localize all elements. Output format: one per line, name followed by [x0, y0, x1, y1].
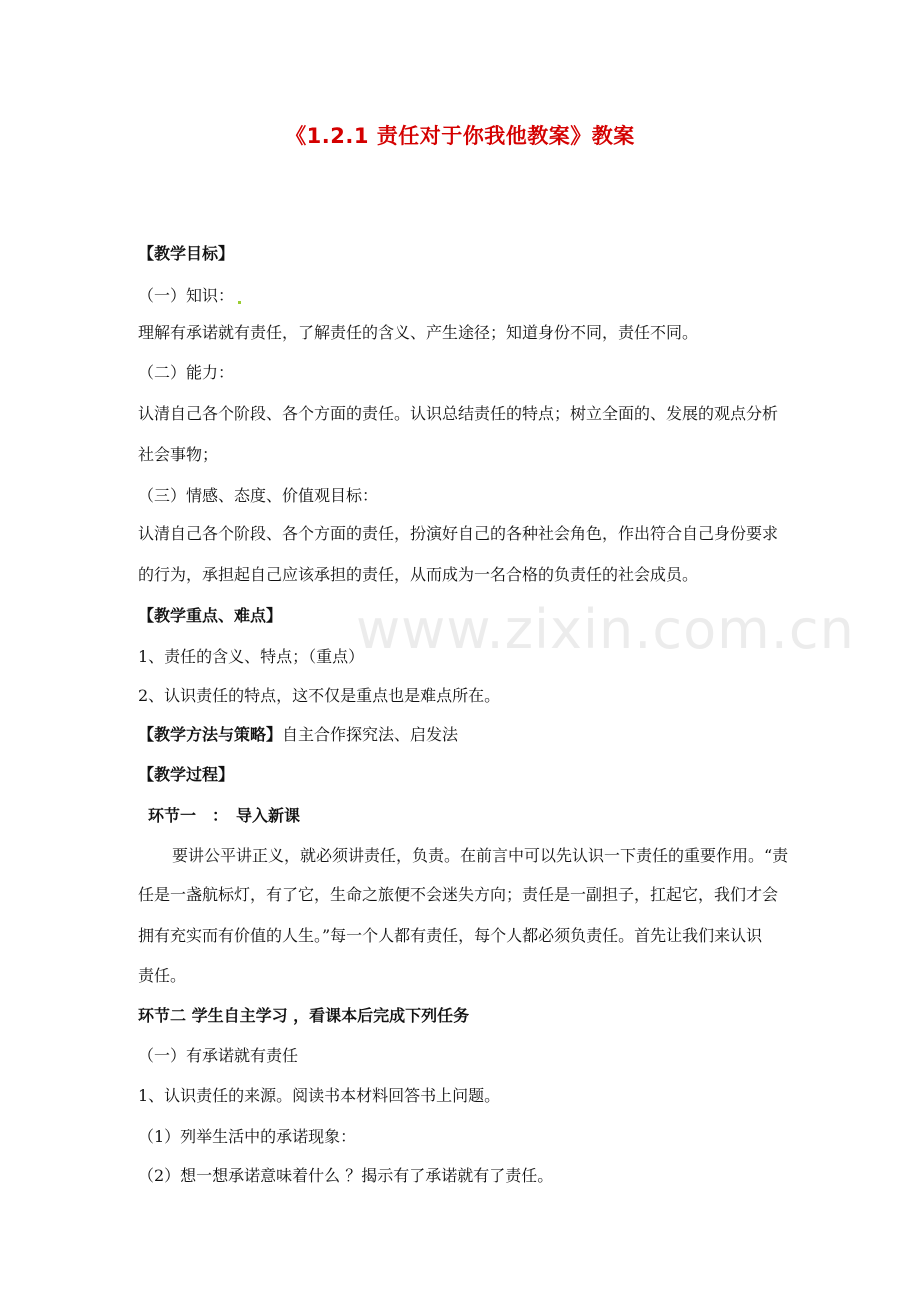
task-1: 1、认识责任的来源。阅读书本材料回答书上问题。	[138, 1086, 501, 1105]
task-1-item-1: （1）列举生活中的承诺现象：	[138, 1127, 357, 1146]
paragraph-emotion-2: 的行为，承担起自己应该承担的责任，从而成为一名合格的负责任的社会成员。	[138, 565, 699, 584]
methods-text: 自主合作探究法、启发法	[282, 725, 459, 744]
watermark: www.zixin.com.cn	[356, 598, 855, 661]
paragraph-ability-2: 社会事物；	[138, 445, 219, 464]
mark-dot	[238, 301, 241, 304]
heading-objectives: 【教学目标】	[138, 244, 235, 263]
intro-paragraph-4: 责任。	[138, 966, 187, 985]
heading-keypoints: 【教学重点、难点】	[138, 606, 283, 625]
subheading-knowledge-text: （一）知识：	[138, 286, 235, 305]
subheading-promise: （一）有承诺就有责任	[138, 1046, 299, 1065]
heading-process: 【教学过程】	[138, 765, 235, 784]
subheading-knowledge	[138, 286, 241, 306]
keypoint-1: 1、责任的含义、特点；（重点）	[138, 647, 365, 666]
subheading-ability: （二）能力：	[138, 363, 235, 382]
intro-paragraph-3: 拥有充实而有价值的人生。”每一个人都有责任，每个人都必须负责任。首先让我们来认识	[138, 926, 763, 945]
subheading-emotion: （三）情感、态度、价值观目标：	[138, 486, 379, 505]
intro-paragraph-1: 要讲公平讲正义，就必须讲责任，负责。在前言中可以先认识一下责任的重要作用。“责	[172, 846, 789, 865]
heading-methods: 【教学方法与策略】	[138, 725, 283, 744]
intro-paragraph-2: 任是一盏航标灯，有了它，生命之旅便不会迷失方向；责任是一副担子，扛起它，我们才会	[138, 885, 779, 904]
task-1-item-2: （2）想一想承诺意味着什么 ？揭示有了承诺就有了责任。	[138, 1166, 554, 1185]
methods-line	[138, 725, 458, 745]
document-title: 《1.2.1 责任对于你我他教案》教案	[285, 124, 635, 148]
paragraph-emotion-1: 认清自己各个阶段、各个方面的责任，扮演好自己的各种社会角色，作出符合自己身份要求	[138, 524, 779, 543]
paragraph-knowledge: 理解有承诺就有责任，了解责任的含义、产生途径；知道身份不同，责任不同。	[138, 323, 699, 342]
section-one-title: 环节一 ： 导入新课	[148, 806, 301, 825]
paragraph-ability-1: 认清自己各个阶段、各个方面的责任。认识总结责任的特点；树立全面的、发展的观点分析	[138, 404, 779, 423]
keypoint-2: 2、认识责任的特点，这不仅是重点也是难点所在。	[138, 686, 501, 705]
section-two-title: 环节二 学生自主学习 ，看课本后完成下列任务	[138, 1006, 470, 1025]
